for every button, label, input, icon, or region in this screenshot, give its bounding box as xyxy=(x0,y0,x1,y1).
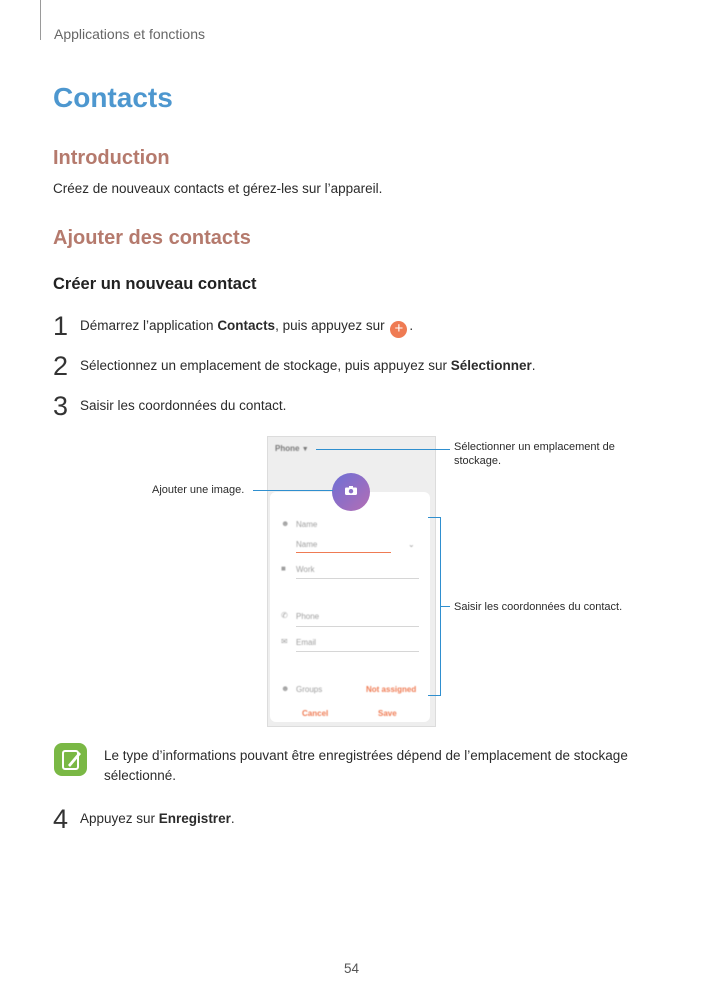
page-number: 54 xyxy=(343,961,360,976)
callout-storage: Sélectionner un emplacement de stockage. xyxy=(454,441,615,467)
callout-details: Saisir les coordonnées du contact. xyxy=(454,601,623,613)
email-input[interactable]: Email xyxy=(296,638,317,647)
step-bold: Sélectionner xyxy=(450,358,532,373)
work-icon: ■ xyxy=(281,564,286,573)
storage-selector xyxy=(275,444,309,453)
step-number: 2 xyxy=(53,351,69,381)
step-text-part: Appuyez sur xyxy=(80,811,159,826)
step-text-part: , puis appuyez sur xyxy=(275,318,385,333)
note-icon xyxy=(54,743,87,776)
step-text-part: Sélectionnez un emplacement de stockage, puis appuyez sur xyxy=(80,358,451,373)
expand-icon[interactable]: ⌄ xyxy=(408,540,415,549)
cancel-button[interactable]: Cancel xyxy=(302,709,329,718)
camera-icon xyxy=(345,486,357,495)
group-icon: ☻ xyxy=(281,684,290,693)
divider xyxy=(296,626,419,627)
step-number: 3 xyxy=(53,391,69,421)
section-heading-introduction: Introduction xyxy=(53,147,170,169)
name-input-underline xyxy=(296,552,391,553)
note-text: Le type d’informations pouvant être enregistrées dépend de l’emplacement de stockage sélectionné. xyxy=(104,748,628,783)
pencil-note-icon xyxy=(54,743,87,776)
step-text xyxy=(80,811,235,826)
step-text-part: Démarrez l’application xyxy=(80,318,218,333)
step-bold: Enregistrer xyxy=(158,811,231,826)
groups-label: Groups xyxy=(296,685,323,694)
plus-icon: + xyxy=(390,321,407,338)
step-text: Saisir les coordonnées du contact. xyxy=(80,398,287,413)
name-input[interactable]: Name xyxy=(296,540,318,549)
step-text xyxy=(80,358,536,373)
callout-line-storage xyxy=(316,449,450,450)
callout-image: Ajouter une image. xyxy=(152,484,245,496)
section-heading-add-contacts: Ajouter des contacts xyxy=(53,227,251,249)
step-number: 1 xyxy=(53,311,69,341)
step-text-part: . xyxy=(230,811,235,826)
step-number: 4 xyxy=(53,804,69,834)
work-input[interactable]: Work xyxy=(296,565,315,574)
step-bold: Contacts xyxy=(217,318,276,333)
email-icon: ✉ xyxy=(281,637,288,646)
storage-label: Phone xyxy=(275,444,300,453)
name-field-label: Name xyxy=(296,520,318,529)
divider xyxy=(296,578,419,579)
person-icon: ☻ xyxy=(281,519,290,528)
groups-value[interactable]: Not assigned xyxy=(366,685,417,694)
step-text xyxy=(80,318,413,338)
breadcrumb: Applications et fonctions xyxy=(54,26,205,42)
phone-icon: ✆ xyxy=(281,611,288,620)
header-rule xyxy=(40,0,41,40)
dropdown-icon: ▼ xyxy=(301,446,309,453)
callout-line-image xyxy=(253,490,333,491)
page-title: Contacts xyxy=(53,82,173,113)
step-text-part: . xyxy=(409,318,414,333)
callout-line-details xyxy=(440,606,450,607)
introduction-text: Créez de nouveaux contacts et gérez-les sur l’appareil. xyxy=(53,181,383,196)
save-button[interactable]: Save xyxy=(378,709,397,718)
subheading-new-contact: Créer un nouveau contact xyxy=(53,275,257,293)
divider xyxy=(296,651,419,652)
step-text-part: . xyxy=(531,358,536,373)
phone-input[interactable]: Phone xyxy=(296,612,320,621)
